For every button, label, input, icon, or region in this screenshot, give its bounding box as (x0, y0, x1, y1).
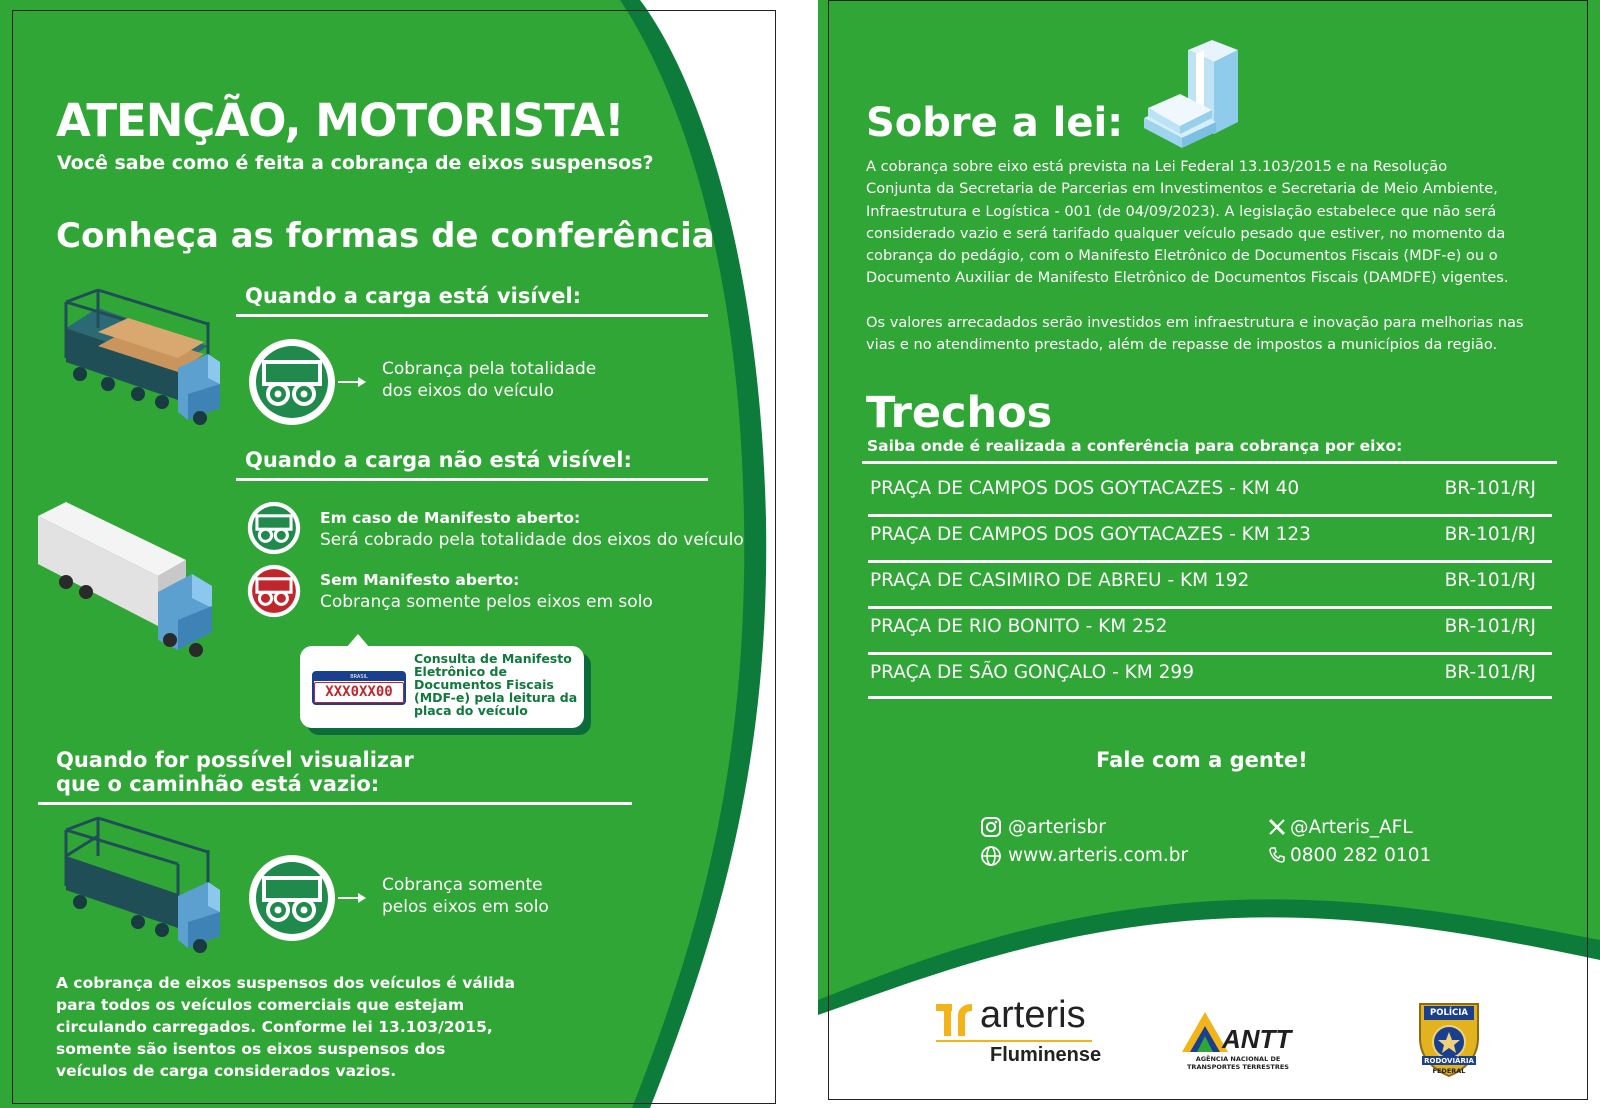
prf-text-3: FEDERAL (1432, 1067, 1466, 1075)
manifest-open-icon (246, 500, 302, 556)
manifest-open-text: Será cobrado pela totalidade dos eixos do veículo (320, 530, 744, 550)
law-line: Os valores arrecadados serão investidos em infraestrutura e inovação para melhorias nas (866, 314, 1524, 331)
contact-title: Fale com a gente! (1096, 748, 1308, 772)
visible-desc-1: Cobrança pela totalidade (382, 359, 597, 379)
phone-icon (1268, 846, 1286, 864)
row-name: PRAÇA DE SÃO GONÇALO - KM 299 (870, 662, 1194, 683)
law-line: cobrança do pedágio, com o Manifesto Eletrônico de Documentos Fiscais (MDF-e) ou o (866, 247, 1498, 265)
arteris-logo-subtitle: Fluminense (990, 1044, 1102, 1066)
row-name: PRAÇA DE CAMPOS DOS GOYTACAZES - KM 123 (870, 524, 1311, 545)
law-line: Conjunta da Secretaria de Parcerias em Investimentos e Secretaria de Meio Ambiente, (866, 180, 1498, 198)
arteris-logo-text: arteris (980, 994, 1086, 1036)
instagram-link[interactable]: @arterisbr (1008, 817, 1106, 838)
law-line: A cobrança sobre eixo está prevista na Lei Federal 13.103/2015 e na Resolução (866, 158, 1448, 175)
footer-note (56, 972, 515, 1082)
not-visible-rule (236, 478, 708, 481)
closed-truck-illustration (36, 500, 232, 664)
callout-text: Consulta de Manifesto Eletrônico de Documentos Fiscais (MDF-e) pela leitura da placa do veículo (414, 651, 578, 718)
main-title: ATENÇÃO, MOTORISTA! (56, 94, 624, 147)
law-line: vias e no atendimento prestado, além de repasse de impostos a municípios da região. (866, 336, 1498, 354)
ground-axles-icon (246, 852, 338, 944)
section-heading: Conheça as formas de conferência (56, 216, 715, 256)
phone-number[interactable]: 0800 282 0101 (1290, 845, 1432, 866)
subtitle: Você sabe como é feita a cobrança de eixos suspensos? (57, 152, 654, 174)
left-panel (0, 0, 778, 1108)
law-title: Sobre a lei: (866, 100, 1124, 146)
manifest-closed-icon (246, 563, 302, 619)
x-link[interactable]: @Arteris_AFL (1290, 817, 1413, 838)
empty-rule (38, 802, 632, 805)
antt-logo-subtitle (1178, 1055, 1298, 1071)
visible-desc-2: dos eixos do veículo (382, 381, 554, 401)
all-axles-icon (246, 336, 338, 428)
footer-line: circulando carregados. Conforme lei 13.103/2015, (56, 1018, 493, 1036)
antt-sub-line: TRANSPORTES TERRESTRES (1187, 1063, 1289, 1071)
manifest-closed-text: Cobrança somente pelos eixos em solo (320, 592, 653, 612)
row-road: BR-101/RJ (1444, 662, 1536, 683)
plate-country: BRASIL (314, 673, 404, 681)
not-visible-heading: Quando a carga não está visível: (245, 448, 632, 472)
footer-line: A cobrança de eixos suspensos dos veículos é válida (56, 974, 515, 992)
footer-line: somente são isentos os eixos suspensos dos (56, 1040, 446, 1058)
arrow-right-icon (338, 376, 366, 388)
empty-truck-illustration (58, 816, 228, 956)
empty-heading-line1: Quando for possível visualizar (56, 748, 414, 772)
globe-icon (980, 845, 1002, 867)
trechos-title: Trechos (866, 388, 1053, 438)
table-row (868, 652, 1548, 698)
footer-line: para todos os veículos comerciais que estejam (56, 996, 465, 1014)
law-paragraph-1 (866, 156, 1508, 290)
books-icon (1142, 38, 1252, 150)
antt-sub-line: AGÊNCIA NACIONAL DE (1195, 1055, 1281, 1063)
antt-logo-text: ANTT (1222, 1024, 1292, 1054)
instagram-icon (980, 816, 1002, 838)
x-icon (1268, 818, 1286, 836)
row-name: PRAÇA DE RIO BONITO - KM 252 (870, 616, 1168, 637)
website-link[interactable]: www.arteris.com.br (1008, 845, 1189, 866)
loaded-truck-illustration (58, 288, 228, 428)
row-name: PRAÇA DE CAMPOS DOS GOYTACAZES - KM 40 (870, 478, 1300, 499)
arteris-mark-icon (936, 1002, 976, 1038)
law-line: Infraestrutura e Logística - 001 (de 04/09/2023). A legislação estabelece que não será (866, 202, 1497, 220)
empty-desc-2: pelos eixos em solo (382, 897, 549, 917)
row-road: BR-101/RJ (1444, 616, 1536, 637)
table-row (868, 514, 1548, 560)
law-line: Documento Auxiliar de Manifesto Eletrônico de Documentos Fiscais (DAMDFE) vigentes. (866, 269, 1509, 287)
visible-heading: Quando a carga está visível: (245, 284, 582, 308)
table-bottom-rule (868, 696, 1552, 699)
law-paragraph-2 (866, 312, 1524, 357)
table-top-rule (862, 461, 1557, 464)
license-plate (312, 671, 406, 705)
empty-heading (56, 748, 414, 796)
table-row (868, 468, 1548, 514)
footer-line: veículos de carga considerados vazios. (56, 1062, 397, 1080)
plate-number: XXX0XX00 (314, 682, 404, 703)
empty-heading-line2: que o caminhão está vazio: (56, 772, 380, 796)
row-road: BR-101/RJ (1444, 478, 1536, 499)
arrow-right-icon (338, 892, 366, 904)
law-line: considerado vazio e será tarifado qualquer veículo pesado que estiver, no momento da (866, 224, 1506, 242)
visible-rule (236, 314, 708, 317)
row-name: PRAÇA DE CASIMIRO DE ABREU - KM 192 (870, 570, 1250, 591)
manifest-open-title: Em caso de Manifesto aberto: (320, 509, 581, 527)
manifest-closed-title: Sem Manifesto aberto: (320, 571, 520, 589)
row-road: BR-101/RJ (1444, 570, 1536, 591)
trechos-subtitle: Saiba onde é realizada a conferência para cobrança por eixo: (867, 437, 1403, 455)
arteris-logo-rule (936, 1040, 1092, 1042)
empty-desc-1: Cobrança somente (382, 875, 543, 895)
row-road: BR-101/RJ (1444, 524, 1536, 545)
table-row (868, 560, 1548, 606)
prf-text-1: POLÍCIA (1429, 1008, 1468, 1018)
prf-text-2: RODOVIÁRIA (1424, 1057, 1474, 1065)
table-row (868, 606, 1548, 652)
